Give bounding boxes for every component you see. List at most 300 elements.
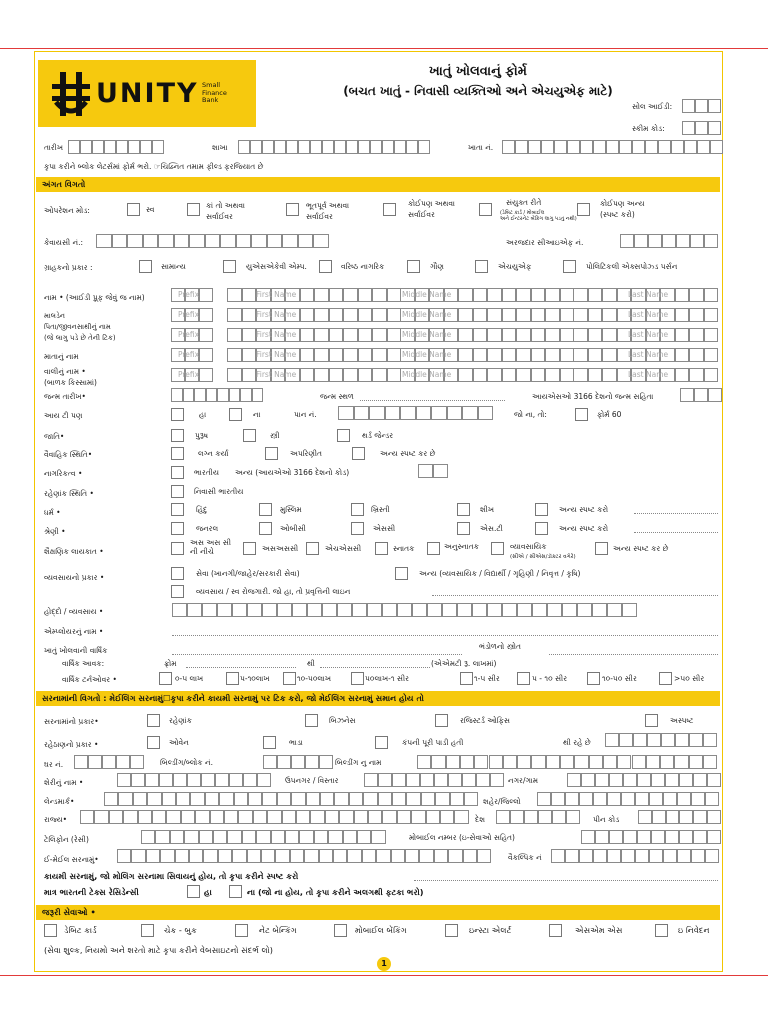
char-box[interactable] — [397, 603, 412, 617]
name-char-box[interactable] — [704, 288, 719, 302]
char-box[interactable] — [305, 755, 319, 769]
char-box[interactable] — [262, 140, 274, 154]
char-box[interactable] — [677, 849, 691, 863]
name-char-box[interactable] — [675, 308, 690, 322]
name-char-box[interactable] — [242, 348, 257, 362]
char-box[interactable] — [560, 755, 574, 769]
char-box[interactable] — [304, 849, 318, 863]
char-box[interactable] — [581, 773, 595, 787]
char-box[interactable] — [619, 733, 633, 747]
char-box[interactable] — [620, 234, 634, 248]
hindu-checkbox[interactable] — [171, 503, 184, 516]
name-char-box[interactable] — [573, 348, 588, 362]
christian-checkbox[interactable] — [351, 503, 364, 516]
char-box[interactable] — [187, 773, 201, 787]
char-box[interactable] — [378, 792, 392, 806]
char-box[interactable] — [199, 830, 213, 844]
occ-other-checkbox[interactable] — [395, 567, 408, 580]
char-box[interactable] — [663, 792, 677, 806]
occ-business-checkbox[interactable] — [171, 585, 184, 598]
char-box[interactable] — [322, 140, 334, 154]
char-box[interactable] — [665, 830, 679, 844]
name-char-box[interactable] — [300, 328, 315, 342]
business-activity-line[interactable] — [432, 595, 718, 596]
char-box[interactable] — [159, 773, 173, 787]
name-char-box[interactable] — [689, 288, 704, 302]
char-box[interactable] — [248, 792, 262, 806]
char-box[interactable] — [262, 792, 276, 806]
char-box[interactable] — [117, 773, 131, 787]
name-char-box[interactable] — [329, 308, 344, 322]
char-box[interactable] — [660, 755, 674, 769]
char-box[interactable] — [580, 140, 593, 154]
char-box[interactable] — [579, 849, 593, 863]
to-0-5-checkbox[interactable] — [159, 672, 172, 685]
char-box[interactable] — [565, 792, 579, 806]
name-char-box[interactable] — [227, 368, 242, 382]
char-box[interactable] — [417, 755, 431, 769]
char-box[interactable] — [593, 140, 606, 154]
char-box[interactable] — [299, 830, 313, 844]
name-char-box[interactable] — [560, 328, 575, 342]
name-char-box[interactable] — [602, 328, 617, 342]
char-box[interactable] — [674, 755, 688, 769]
char-box[interactable] — [206, 388, 218, 402]
name-char-box[interactable] — [473, 308, 488, 322]
char-box[interactable] — [247, 849, 261, 863]
char-box[interactable] — [158, 234, 174, 248]
char-box[interactable] — [693, 810, 707, 824]
char-box[interactable] — [104, 140, 116, 154]
char-box[interactable] — [541, 140, 554, 154]
char-box[interactable] — [487, 603, 502, 617]
scheme-code-box[interactable] — [695, 121, 708, 135]
char-box[interactable] — [658, 140, 671, 154]
char-box[interactable] — [547, 603, 562, 617]
char-box[interactable] — [440, 810, 454, 824]
edu-ssc-checkbox[interactable] — [243, 542, 256, 555]
char-box[interactable] — [502, 603, 517, 617]
char-box[interactable] — [671, 140, 684, 154]
char-box[interactable] — [665, 773, 679, 787]
char-box[interactable] — [227, 830, 241, 844]
char-box[interactable] — [325, 810, 339, 824]
char-box[interactable] — [705, 849, 719, 863]
net-banking-checkbox[interactable] — [235, 924, 248, 937]
char-box[interactable] — [394, 140, 406, 154]
char-box[interactable] — [286, 140, 298, 154]
addr-registered-office-checkbox[interactable] — [435, 714, 448, 727]
char-box[interactable] — [131, 773, 145, 787]
name-char-box[interactable] — [199, 308, 213, 322]
char-box[interactable] — [339, 810, 353, 824]
char-box[interactable] — [96, 234, 112, 248]
indian-checkbox[interactable] — [171, 466, 184, 479]
char-box[interactable] — [457, 603, 472, 617]
char-box[interactable] — [328, 830, 342, 844]
char-box[interactable] — [123, 810, 137, 824]
form60-checkbox[interactable] — [575, 408, 588, 421]
name-char-box[interactable] — [704, 308, 719, 322]
name-char-box[interactable] — [329, 328, 344, 342]
char-box[interactable] — [489, 755, 503, 769]
char-box[interactable] — [261, 849, 275, 863]
source-of-funds-line[interactable] — [549, 654, 718, 655]
char-box[interactable] — [291, 792, 305, 806]
name-char-box[interactable] — [242, 288, 257, 302]
name-char-box[interactable] — [487, 288, 502, 302]
char-box[interactable] — [298, 234, 314, 248]
char-box[interactable] — [229, 388, 241, 402]
char-box[interactable] — [589, 755, 603, 769]
char-box[interactable] — [116, 755, 130, 769]
char-box[interactable] — [646, 755, 660, 769]
char-box[interactable] — [349, 792, 363, 806]
edu-postgrad-checkbox[interactable] — [427, 542, 440, 555]
char-box[interactable] — [234, 792, 248, 806]
char-box[interactable] — [427, 603, 442, 617]
char-box[interactable] — [257, 773, 271, 787]
char-box[interactable] — [307, 603, 322, 617]
char-box[interactable] — [275, 849, 289, 863]
resident-indian-checkbox[interactable] — [171, 485, 184, 498]
name-char-box[interactable] — [227, 288, 242, 302]
name-char-box[interactable] — [242, 328, 257, 342]
char-box[interactable] — [102, 755, 116, 769]
char-box[interactable] — [371, 830, 385, 844]
char-box[interactable] — [343, 830, 357, 844]
name-char-box[interactable] — [458, 328, 473, 342]
name-char-box[interactable] — [689, 308, 704, 322]
char-box[interactable] — [637, 830, 651, 844]
char-box[interactable] — [352, 603, 367, 617]
char-box[interactable] — [357, 830, 371, 844]
char-box[interactable] — [195, 810, 209, 824]
general-checkbox[interactable] — [171, 522, 184, 535]
name-char-box[interactable] — [516, 368, 531, 382]
permanent-address-line[interactable] — [414, 880, 718, 881]
char-box[interactable] — [277, 755, 291, 769]
name-char-box[interactable] — [573, 288, 588, 302]
char-box[interactable] — [218, 849, 232, 863]
char-box[interactable] — [531, 755, 545, 769]
char-box[interactable] — [677, 792, 691, 806]
char-box[interactable] — [515, 140, 528, 154]
char-box[interactable] — [496, 810, 510, 824]
ct-huf-checkbox[interactable] — [475, 260, 488, 273]
name-char-box[interactable] — [487, 348, 502, 362]
char-box[interactable] — [262, 603, 277, 617]
name-char-box[interactable] — [487, 368, 502, 382]
char-box[interactable] — [537, 792, 551, 806]
name-char-box[interactable] — [602, 308, 617, 322]
third-gender-checkbox[interactable] — [337, 429, 350, 442]
char-box[interactable] — [579, 792, 593, 806]
name-char-box[interactable] — [343, 328, 358, 342]
char-box[interactable] — [448, 773, 462, 787]
char-box[interactable] — [229, 773, 243, 787]
char-box[interactable] — [593, 792, 607, 806]
char-box[interactable] — [117, 849, 131, 863]
char-box[interactable] — [691, 849, 705, 863]
char-box[interactable] — [346, 140, 358, 154]
name-char-box[interactable] — [372, 348, 387, 362]
char-box[interactable] — [474, 755, 488, 769]
name-char-box[interactable] — [300, 288, 315, 302]
char-box[interactable] — [607, 849, 621, 863]
char-box[interactable] — [619, 140, 632, 154]
char-box[interactable] — [127, 234, 143, 248]
char-box[interactable] — [138, 810, 152, 824]
char-box[interactable] — [92, 140, 104, 154]
char-box[interactable] — [205, 234, 221, 248]
name-char-box[interactable] — [473, 288, 488, 302]
char-box[interactable] — [651, 830, 665, 844]
char-box[interactable] — [690, 234, 704, 248]
char-box[interactable] — [663, 849, 677, 863]
char-box[interactable] — [434, 849, 448, 863]
char-box[interactable] — [172, 603, 187, 617]
name-char-box[interactable] — [387, 308, 402, 322]
char-box[interactable] — [176, 792, 190, 806]
char-box[interactable] — [607, 603, 622, 617]
char-box[interactable] — [363, 792, 377, 806]
char-box[interactable] — [189, 849, 203, 863]
char-box[interactable] — [203, 849, 217, 863]
char-box[interactable] — [503, 755, 517, 769]
char-box[interactable] — [592, 603, 607, 617]
char-box[interactable] — [528, 140, 541, 154]
name-char-box[interactable] — [602, 348, 617, 362]
char-box[interactable] — [651, 773, 665, 787]
name-char-box[interactable] — [358, 288, 373, 302]
name-char-box[interactable] — [502, 308, 517, 322]
char-box[interactable] — [635, 849, 649, 863]
name-char-box[interactable] — [314, 328, 329, 342]
birthplace-line[interactable] — [360, 400, 505, 401]
char-box[interactable] — [460, 755, 474, 769]
char-box[interactable] — [322, 603, 337, 617]
char-box[interactable] — [271, 830, 285, 844]
char-box[interactable] — [632, 140, 645, 154]
char-box[interactable] — [606, 140, 619, 154]
char-box[interactable] — [166, 810, 180, 824]
char-box[interactable] — [565, 849, 579, 863]
char-box[interactable] — [435, 792, 449, 806]
char-box[interactable] — [183, 388, 195, 402]
female-checkbox[interactable] — [243, 429, 256, 442]
char-box[interactable] — [634, 234, 648, 248]
char-box[interactable] — [649, 792, 663, 806]
char-box[interactable] — [675, 733, 689, 747]
char-box[interactable] — [277, 603, 292, 617]
name-char-box[interactable] — [358, 348, 373, 362]
char-box[interactable] — [605, 733, 619, 747]
char-box[interactable] — [282, 810, 296, 824]
char-box[interactable] — [703, 755, 717, 769]
name-char-box[interactable] — [588, 288, 603, 302]
char-box[interactable] — [710, 140, 723, 154]
char-box[interactable] — [238, 810, 252, 824]
char-box[interactable] — [661, 733, 675, 747]
company-provided-checkbox[interactable] — [375, 736, 388, 749]
employer-line[interactable] — [172, 635, 718, 636]
char-box[interactable] — [406, 140, 418, 154]
char-box[interactable] — [310, 810, 324, 824]
char-box[interactable] — [88, 755, 102, 769]
char-box[interactable] — [490, 773, 504, 787]
char-box[interactable] — [421, 792, 435, 806]
char-box[interactable] — [224, 810, 238, 824]
char-box[interactable] — [551, 792, 565, 806]
char-box[interactable] — [310, 140, 322, 154]
purpose-line[interactable] — [172, 654, 462, 655]
char-box[interactable] — [194, 388, 206, 402]
char-box[interactable] — [462, 773, 476, 787]
char-box[interactable] — [274, 140, 286, 154]
char-box[interactable] — [406, 792, 420, 806]
char-box[interactable] — [210, 810, 224, 824]
name-char-box[interactable] — [675, 288, 690, 302]
char-box[interactable] — [202, 603, 217, 617]
char-box[interactable] — [368, 810, 382, 824]
male-checkbox[interactable] — [171, 429, 184, 442]
name-char-box[interactable] — [329, 348, 344, 362]
marital-other-checkbox[interactable] — [352, 447, 365, 460]
name-char-box[interactable] — [531, 348, 546, 362]
sms-checkbox[interactable] — [549, 924, 562, 937]
sol-id-box[interactable] — [708, 99, 721, 113]
char-box[interactable] — [187, 603, 202, 617]
country-code-box[interactable] — [418, 464, 433, 478]
char-box[interactable] — [621, 849, 635, 863]
char-box[interactable] — [128, 140, 140, 154]
char-box[interactable] — [694, 388, 708, 402]
char-box[interactable] — [94, 810, 108, 824]
name-char-box[interactable] — [300, 308, 315, 322]
char-box[interactable] — [242, 830, 256, 844]
char-box[interactable] — [319, 849, 333, 863]
name-char-box[interactable] — [545, 308, 560, 322]
name-char-box[interactable] — [602, 368, 617, 382]
char-box[interactable] — [74, 755, 88, 769]
religion-other-line[interactable] — [634, 513, 718, 514]
name-char-box[interactable] — [314, 368, 329, 382]
char-box[interactable] — [478, 406, 494, 420]
char-box[interactable] — [447, 406, 463, 420]
char-box[interactable] — [472, 603, 487, 617]
sol-id-box[interactable] — [682, 99, 695, 113]
to-5-10-checkbox[interactable] — [226, 672, 239, 685]
name-char-box[interactable] — [329, 288, 344, 302]
name-char-box[interactable] — [487, 328, 502, 342]
char-box[interactable] — [267, 810, 281, 824]
char-box[interactable] — [80, 810, 94, 824]
char-box[interactable] — [378, 773, 392, 787]
income-from-line[interactable] — [186, 667, 296, 668]
char-box[interactable] — [426, 810, 440, 824]
char-box[interactable] — [477, 849, 491, 863]
char-box[interactable] — [442, 603, 457, 617]
char-box[interactable] — [217, 388, 229, 402]
name-char-box[interactable] — [502, 328, 517, 342]
name-char-box[interactable] — [531, 308, 546, 322]
char-box[interactable] — [181, 810, 195, 824]
name-char-box[interactable] — [199, 368, 213, 382]
char-box[interactable] — [648, 234, 662, 248]
char-box[interactable] — [693, 830, 707, 844]
char-box[interactable] — [232, 849, 246, 863]
name-char-box[interactable] — [329, 368, 344, 382]
name-char-box[interactable] — [473, 348, 488, 362]
char-box[interactable] — [517, 603, 532, 617]
char-box[interactable] — [679, 830, 693, 844]
ct-minor-checkbox[interactable] — [407, 260, 420, 273]
char-box[interactable] — [68, 140, 80, 154]
char-box[interactable] — [406, 773, 420, 787]
char-box[interactable] — [689, 755, 703, 769]
ct-nre-checkbox[interactable] — [223, 260, 236, 273]
addr-residential-checkbox[interactable] — [147, 714, 160, 727]
country-code-box[interactable] — [433, 464, 448, 478]
char-box[interactable] — [232, 603, 247, 617]
char-box[interactable] — [296, 810, 310, 824]
name-char-box[interactable] — [516, 348, 531, 362]
name-char-box[interactable] — [560, 288, 575, 302]
char-box[interactable] — [567, 140, 580, 154]
char-box[interactable] — [133, 792, 147, 806]
char-box[interactable] — [130, 755, 144, 769]
to-5-10cr-checkbox[interactable] — [517, 672, 530, 685]
char-box[interactable] — [253, 810, 267, 824]
char-box[interactable] — [382, 140, 394, 154]
char-box[interactable] — [632, 755, 646, 769]
char-box[interactable] — [419, 849, 433, 863]
category-other-line[interactable] — [634, 532, 718, 533]
char-box[interactable] — [382, 603, 397, 617]
char-box[interactable] — [238, 140, 250, 154]
char-box[interactable] — [333, 849, 347, 863]
char-box[interactable] — [633, 733, 647, 747]
char-box[interactable] — [392, 792, 406, 806]
char-box[interactable] — [676, 234, 690, 248]
name-char-box[interactable] — [343, 368, 358, 382]
name-char-box[interactable] — [675, 368, 690, 382]
char-box[interactable] — [450, 792, 464, 806]
char-box[interactable] — [369, 406, 385, 420]
char-box[interactable] — [617, 755, 631, 769]
char-box[interactable] — [431, 406, 447, 420]
char-box[interactable] — [693, 773, 707, 787]
name-char-box[interactable] — [199, 328, 213, 342]
name-char-box[interactable] — [458, 308, 473, 322]
char-box[interactable] — [554, 140, 567, 154]
char-box[interactable] — [334, 140, 346, 154]
char-box[interactable] — [538, 810, 552, 824]
char-box[interactable] — [306, 792, 320, 806]
op-anyone-checkbox[interactable] — [383, 203, 396, 216]
char-box[interactable] — [400, 406, 416, 420]
name-char-box[interactable] — [358, 308, 373, 322]
name-char-box[interactable] — [545, 368, 560, 382]
char-box[interactable] — [370, 140, 382, 154]
addr-unspecified-checkbox[interactable] — [645, 714, 658, 727]
char-box[interactable] — [691, 792, 705, 806]
unmarried-checkbox[interactable] — [265, 447, 278, 460]
char-box[interactable] — [703, 733, 717, 747]
char-box[interactable] — [707, 810, 721, 824]
char-box[interactable] — [376, 849, 390, 863]
